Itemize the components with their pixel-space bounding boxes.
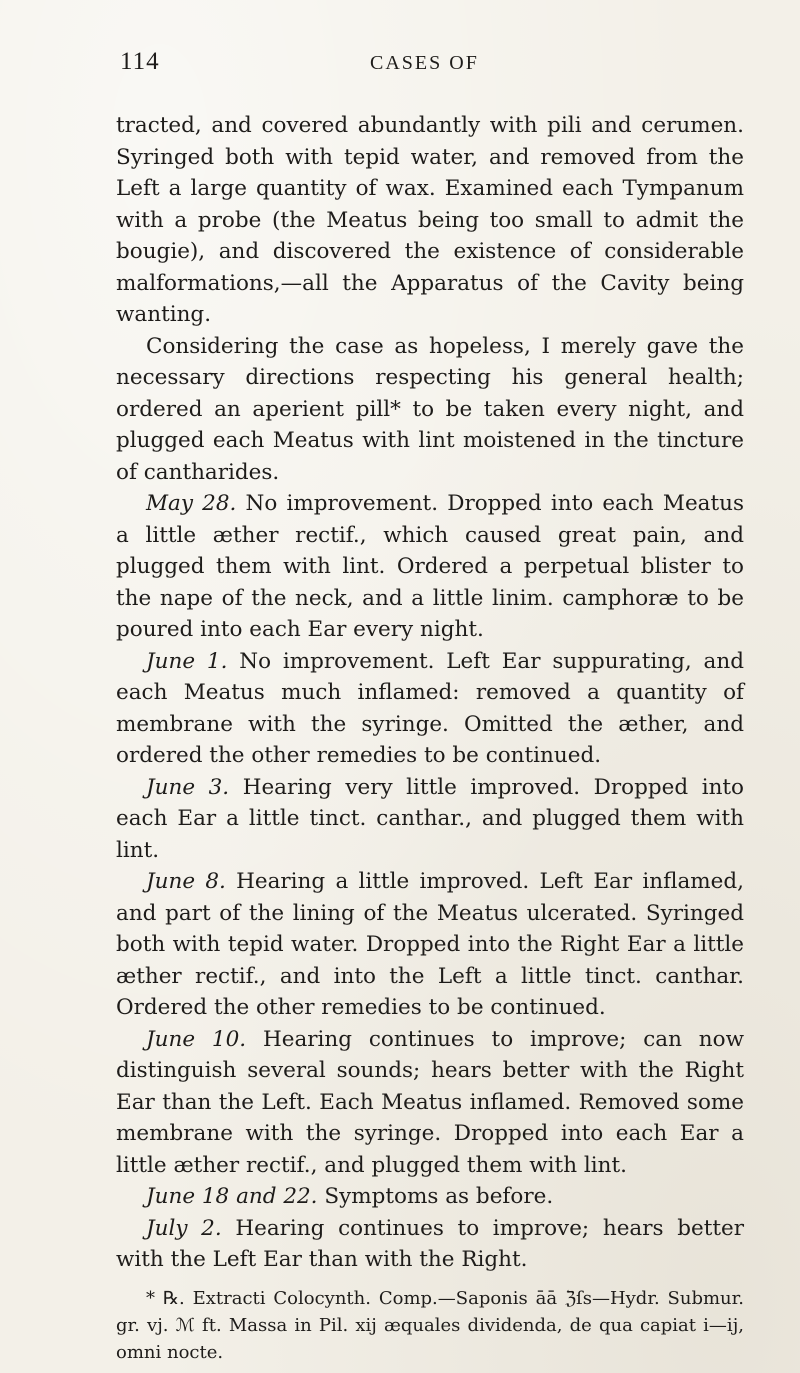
paragraph-text: Considering the case as hopeless, I merely gave the necessary directions respecting his general health; ordered an aperient pill* to be taken every night, and plugged each Meatus with lint moistened in the tincture of cantharides. [116, 333, 744, 485]
entry-june-8 [116, 866, 744, 1024]
footnote: * ℞. Extracti Colocynth. Comp.—Saponis āā ℨſs—Hydr. Submur. gr. vj. ℳ ft. Massa in Pil. xij æquales dividenda, de qua capiat i—ij, omni nocte. [116, 1288, 744, 1363]
entry-july-2 [116, 1213, 744, 1276]
entry-date: May 28. [146, 491, 237, 516]
entry-may-28 [116, 488, 744, 646]
entry-date: June 1. [146, 648, 228, 674]
running-head [120, 48, 728, 78]
entry-date: July 2. [146, 1215, 222, 1241]
entry-text: Hearing continues to improve; hears better with the Left Ear than with the Right. [116, 1215, 744, 1272]
entry-date: June 10. [146, 1026, 247, 1052]
page-number: 114 [120, 48, 160, 75]
paragraph-treatment [116, 331, 744, 489]
entry-text: No improvement. Dropped into each Meatus a little æther rectif., which caused great pain, and plugged them with lint. Ordered a perpetual blister to the nape of the neck, and a little linim. camphoræ to be poured into each Ear every night. [116, 491, 745, 642]
entry-date: June 18 and 22. [146, 1184, 318, 1209]
entry-june-18-22 [116, 1181, 744, 1213]
entry-date: June 3. [146, 774, 230, 800]
running-title: CASES OF [370, 52, 479, 74]
entry-june-10 [116, 1024, 744, 1182]
paragraph-continuation [116, 110, 744, 331]
entry-text: Hearing continues to improve; can now distinguish several sounds; hears better with the Right Ear than the Left. Each Meatus inflamed. Removed some membrane with the syringe. Dropped into each Ear a little æther rectif., and plugged them with lint. [116, 1026, 744, 1178]
entry-text: Hearing a little improved. Left Ear inflamed, and part of the lining of the Meatus ulcerated. Syringed both with tepid water. Dropped into the Right Ear a little æther rectif., and into the Left a little tinct. canthar. Ordered the other remedies to be continued. [116, 869, 744, 1020]
entry-text: Hearing very little improved. Dropped into each Ear a little tinct. canthar., and plugged them with lint. [116, 774, 744, 863]
paragraph-text: tracted, and covered abundantly with pili and cerumen. Syringed both with tepid water, and removed from the Left a large quantity of wax. Examined each Tympanum with a probe (the Meatus being too small to admit the bougie), and discovered the existence of considerable malformations,—all the Apparatus of the Cavity being wanting. [116, 113, 744, 327]
entry-text: No improvement. Left Ear suppurating, and each Meatus much inflamed: removed a quantity of membrane with the syringe. Omitted the æther, and ordered the other remedies to be continued. [116, 648, 744, 768]
body-text [116, 110, 744, 1276]
entry-june-3 [116, 772, 744, 867]
entry-date: June 8. [146, 869, 226, 894]
entry-june-1 [116, 646, 744, 772]
entry-text: Symptoms as before. [324, 1184, 554, 1209]
